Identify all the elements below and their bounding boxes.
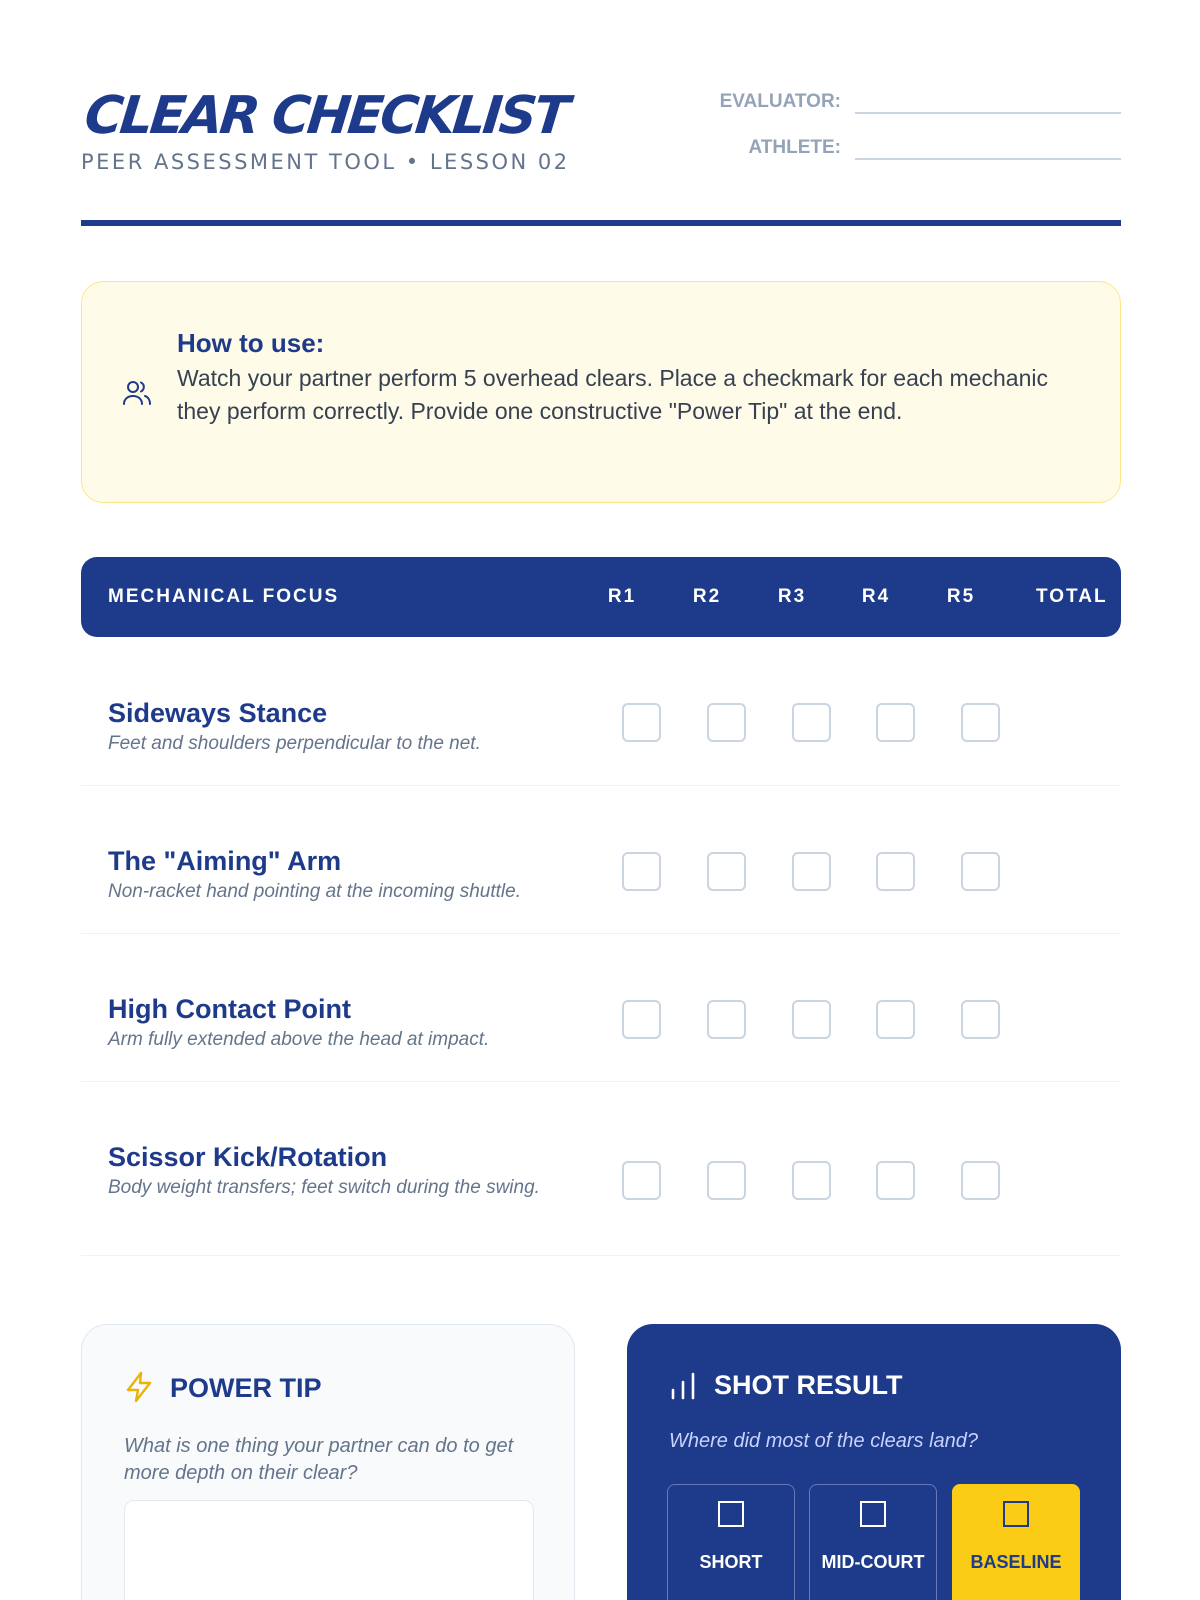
shot-result-title: SHOT RESULT bbox=[714, 1370, 903, 1400]
checkbox-r5[interactable] bbox=[961, 1161, 1000, 1200]
column-header-r5: R5 bbox=[946, 586, 976, 607]
option-baseline[interactable] bbox=[952, 1484, 1080, 1600]
checkbox-r5[interactable] bbox=[961, 1000, 1000, 1039]
power-tip-card bbox=[81, 1324, 575, 1600]
athlete-row bbox=[701, 130, 1121, 160]
option-label: MID-COURT bbox=[821, 1552, 925, 1572]
checkbox-r1[interactable] bbox=[622, 1000, 661, 1039]
evaluator-label: EVALUATOR: bbox=[719, 91, 841, 112]
checkbox-r3[interactable] bbox=[792, 1161, 831, 1200]
column-header-r1: R1 bbox=[607, 586, 637, 607]
option-mid-court[interactable] bbox=[809, 1484, 937, 1600]
option-short[interactable] bbox=[667, 1484, 795, 1600]
mechanic-title: Sideways Stance bbox=[108, 698, 328, 728]
checkbox-r5[interactable] bbox=[961, 703, 1000, 742]
mechanic-title: High Contact Point bbox=[108, 994, 351, 1024]
option-checkbox[interactable] bbox=[860, 1501, 886, 1527]
shot-result-card bbox=[627, 1324, 1121, 1600]
athlete-field[interactable] bbox=[855, 130, 1121, 160]
users-icon bbox=[122, 379, 152, 407]
checkbox-r2[interactable] bbox=[707, 1000, 746, 1039]
checklist-table-header bbox=[81, 557, 1121, 637]
shot-result-question: Where did most of the clears land? bbox=[669, 1430, 979, 1452]
option-checkbox[interactable] bbox=[718, 1501, 744, 1527]
option-label: SHORT bbox=[699, 1552, 763, 1572]
option-label: BASELINE bbox=[970, 1552, 1062, 1572]
mechanic-description: Feet and shoulders perpendicular to the net. bbox=[108, 733, 481, 754]
power-tip-question: What is one thing your partner can do to get more depth on their clear? bbox=[124, 1435, 514, 1484]
how-to-use-text: Watch your partner perform 5 overhead clears. Place a checkmark for each mechanic they perform correctly. Provide one constructive "Power Tip" at the end. bbox=[177, 365, 1048, 424]
bar-chart-icon bbox=[669, 1372, 697, 1400]
how-to-use-panel bbox=[81, 281, 1121, 503]
checkbox-r4[interactable] bbox=[876, 1161, 915, 1200]
mechanic-title: Scissor Kick/Rotation bbox=[108, 1142, 388, 1172]
mechanic-description: Arm fully extended above the head at impact. bbox=[108, 1029, 490, 1050]
column-header-focus: MECHANICAL FOCUS bbox=[108, 586, 340, 607]
header bbox=[81, 80, 1121, 226]
checkbox-r1[interactable] bbox=[622, 703, 661, 742]
checkbox-r1[interactable] bbox=[622, 1161, 661, 1200]
column-header-r3: R3 bbox=[777, 586, 807, 607]
checkbox-r4[interactable] bbox=[876, 703, 915, 742]
power-tip-title: POWER TIP bbox=[170, 1373, 322, 1403]
table-row bbox=[81, 786, 1121, 934]
checkbox-r3[interactable] bbox=[792, 1000, 831, 1039]
evaluator-field[interactable] bbox=[855, 84, 1121, 114]
athlete-label: ATHLETE: bbox=[748, 137, 841, 158]
option-checkbox[interactable] bbox=[1003, 1501, 1029, 1527]
checkbox-r3[interactable] bbox=[792, 852, 831, 891]
evaluator-row bbox=[701, 84, 1121, 114]
column-header-r4: R4 bbox=[861, 586, 891, 607]
how-to-use-title: How to use: bbox=[177, 328, 325, 358]
table-row bbox=[81, 934, 1121, 1082]
checkbox-r2[interactable] bbox=[707, 703, 746, 742]
table-row bbox=[81, 640, 1121, 786]
checkbox-r1[interactable] bbox=[622, 852, 661, 891]
checkbox-r2[interactable] bbox=[707, 852, 746, 891]
checkbox-r4[interactable] bbox=[876, 1000, 915, 1039]
page-title: CLEAR CHECKLIST bbox=[81, 86, 570, 146]
checkbox-r5[interactable] bbox=[961, 852, 1000, 891]
checkbox-r4[interactable] bbox=[876, 852, 915, 891]
mechanic-title: The "Aiming" Arm bbox=[108, 846, 342, 876]
mechanic-description: Body weight transfers; feet switch during the swing. bbox=[108, 1177, 540, 1198]
power-tip-answer-field[interactable] bbox=[124, 1500, 534, 1600]
header-divider bbox=[81, 220, 1121, 226]
lightning-icon bbox=[124, 1371, 154, 1403]
table-row bbox=[81, 1082, 1121, 1256]
page-subtitle: PEER ASSESSMENT TOOL • LESSON 02 bbox=[81, 150, 570, 174]
mechanic-description: Non-racket hand pointing at the incoming shuttle. bbox=[108, 881, 521, 902]
checkbox-r2[interactable] bbox=[707, 1161, 746, 1200]
column-header-r2: R2 bbox=[692, 586, 722, 607]
column-header-total: TOTAL bbox=[1036, 586, 1108, 607]
checkbox-r3[interactable] bbox=[792, 703, 831, 742]
